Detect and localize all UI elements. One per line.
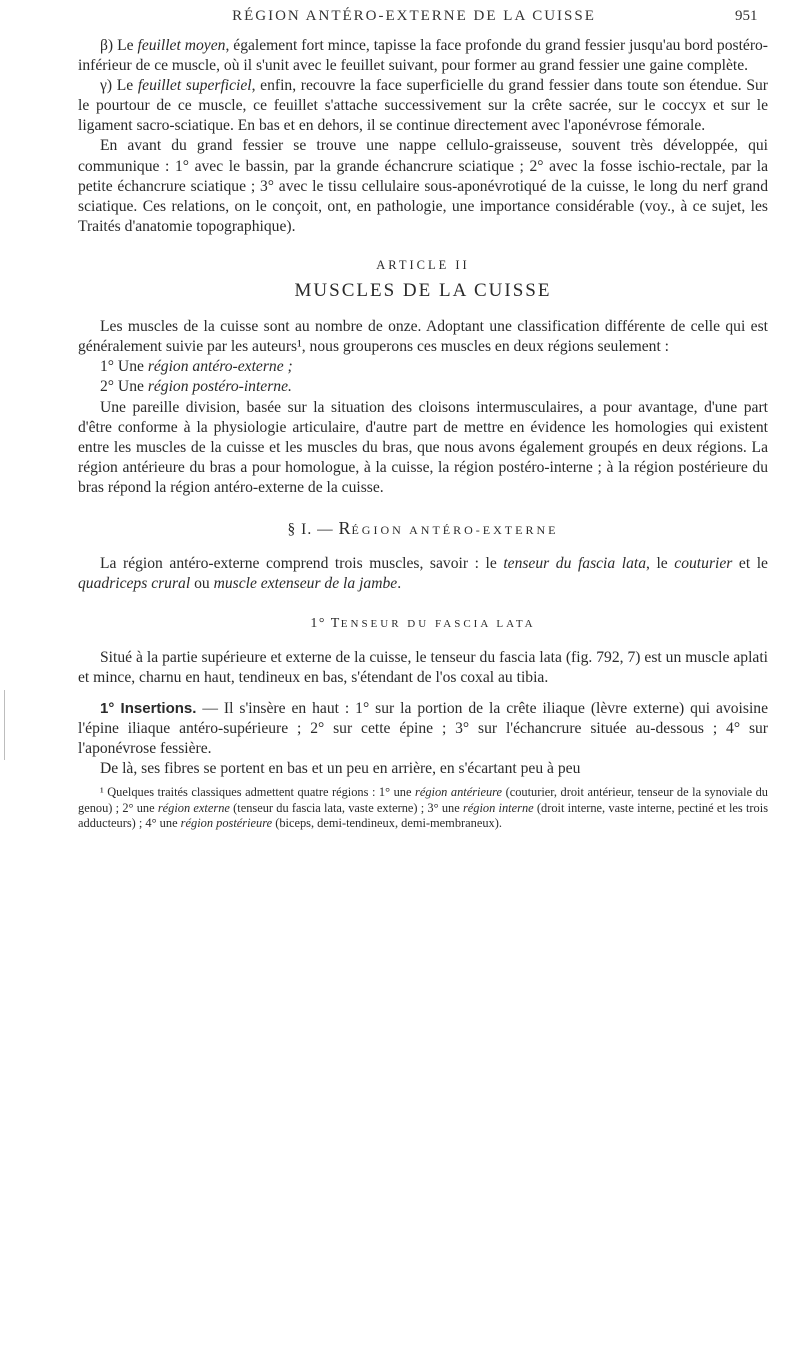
text-run: (couturier, droit antérieur, tenseur de la synoviale du genou) ; 2° une: [78, 784, 768, 815]
paragraph-section-intro: [78, 554, 768, 594]
footnote: [78, 785, 768, 832]
paragraph-marker: γ) Le: [100, 77, 138, 95]
paragraph-text: , enfin, recouvre la face superficielle du grand fessier dans toute son étendue. Sur le pourtour de ce muscle, ce feuillet s'attache successivement sur la crête sacrée, sur le coccyx et sur le ligament sacro-sciatique. En bas et en dehors, il se continue directement avec l'aponévrose fémorale.: [78, 77, 768, 135]
paragraph-division: Une pareille division, basée sur la situation des cloisons intermusculaires, a pour avantage, d'une part d'être conforme à la physiologie articulaire, d'autre part de mettre en évidence les homologies qui existent entre les muscles de la cuisse et les muscles du bras, que nous avons également groupés en deux régions. La région antérieure du bras a pour homologue, à la cuisse, la région postéro-interne ; à la région postérieure du bras répond la région antéro-externe de la cuisse.: [78, 398, 768, 496]
italic-term: région externe: [157, 800, 230, 815]
paragraph-text: — Il s'insère en haut : 1° sur la portion de la crête iliaque (lèvre externe) qui avoisine l'épine iliaque antéro-supérieure ; 2° sur cette épine ; 3° sur l'échancrure située au-dessous ; 4° sur l'aponévrose fessière.: [78, 699, 769, 757]
italic-term: quadriceps crural: [78, 575, 191, 593]
margin-scan-line: [4, 690, 5, 760]
subsection-heading: [78, 614, 768, 634]
section-initial: R: [338, 517, 352, 538]
text-run: (biceps, demi-tendineux, demi-membraneux).: [272, 816, 502, 831]
italic-term: région antérieure: [415, 784, 503, 799]
text-run: et le: [732, 555, 768, 573]
section-title-rest: ÉGION ANTÉRO-EXTERNE: [351, 522, 559, 537]
italic-term: tenseur du fascia lata: [503, 555, 647, 573]
italic-term: feuillet superficiel: [137, 77, 252, 95]
text-run: (tenseur du fascia lata, vaste externe) ; 3° une: [229, 800, 463, 815]
list-prefix: 1° Une: [100, 358, 148, 376]
page-number: 951: [735, 8, 758, 24]
italic-term: région antéro-externe ;: [147, 358, 293, 376]
italic-term: feuillet moyen: [137, 37, 226, 54]
paragraph-insertions: [78, 699, 768, 759]
section-prefix: § I. —: [287, 520, 339, 538]
running-head: RÉGION ANTÉRO-EXTERNE DE LA CUISSE: [232, 8, 596, 24]
section-heading: [78, 518, 768, 540]
paragraph-gamma: [78, 76, 768, 136]
subsection-title-rest: ENSEUR DU FASCIA LATA: [340, 618, 536, 631]
paragraph-cellulo: En avant du grand fessier se trouve une nappe cellulo-graisseuse, souvent très développée, qui communique : 1° avec le bassin, par la grande échancrure sciatique ; 2° avec la fosse ischio-rectale, par la petite échancrure sciatique ; 3° avec le tissu cellulaire sous-aponévrotiqué de la cuisse, le long du nerf grand sciatique. Ces relations, on le conçoit, ont, en pathologie, une importance considérable (voy., à ce sujet, les Traités d'anatomie topographique).: [78, 137, 768, 235]
paragraph-description: Situé à la partie supérieure et externe de la cuisse, le tenseur du fascia lata (fig. 792, 7) est un muscle aplati et mince, charnu en haut, tendineux en bas, s'étendant de l'os coxal au tibia.: [78, 649, 768, 687]
paragraph-intro: Les muscles de la cuisse sont au nombre de onze. Adoptant une classification différente de celle qui est généralement suivie par les auteurs¹, nous grouperons ces muscles en deux régions seulement :: [78, 318, 768, 356]
footnote-text: [78, 785, 768, 832]
text-run: ¹ Quelques traités classiques admettent quatre régions : 1° une: [100, 784, 416, 799]
italic-term: région postérieure: [180, 816, 273, 831]
italic-term: région interne: [462, 800, 534, 815]
list-prefix: 2° Une: [100, 378, 148, 396]
text-run: ou: [190, 575, 214, 593]
italic-term: muscle extenseur de la jambe: [213, 575, 398, 593]
insertions-label: 1° Insertions.: [100, 699, 197, 717]
paragraph-text: , également fort mince, tapisse la face profonde du grand fessier jusqu'au bord postéro-inférieur de ce muscle, où il s'unit avec le feuillet suivant, pour former au grand fessier une gaine complète.: [78, 37, 769, 75]
italic-term: couturier: [674, 555, 733, 573]
text-run: (droit interne, vaste interne, pectiné et les trois adducteurs) ; 4° une: [78, 800, 769, 831]
subsection-initial: T: [330, 616, 341, 632]
text-run: La région antéro-externe comprend trois muscles, savoir : le: [100, 555, 504, 573]
subsection-number: 1°: [310, 616, 331, 632]
list-item: [78, 377, 768, 397]
text-run: , le: [646, 555, 675, 573]
article-label: ARTICLE II: [376, 257, 470, 272]
text-run: .: [397, 575, 402, 593]
paragraph-marker: β) Le: [100, 37, 138, 54]
italic-term: région postéro-interne.: [147, 378, 292, 396]
list-item: [78, 357, 768, 377]
paragraph-fibres: De là, ses fibres se portent en bas et un peu en arrière, en s'écartant peu à peu: [100, 759, 581, 777]
body-text: [78, 36, 768, 832]
paragraph-beta: [78, 36, 768, 76]
article-title: MUSCLES DE LA CUISSE: [294, 280, 552, 302]
